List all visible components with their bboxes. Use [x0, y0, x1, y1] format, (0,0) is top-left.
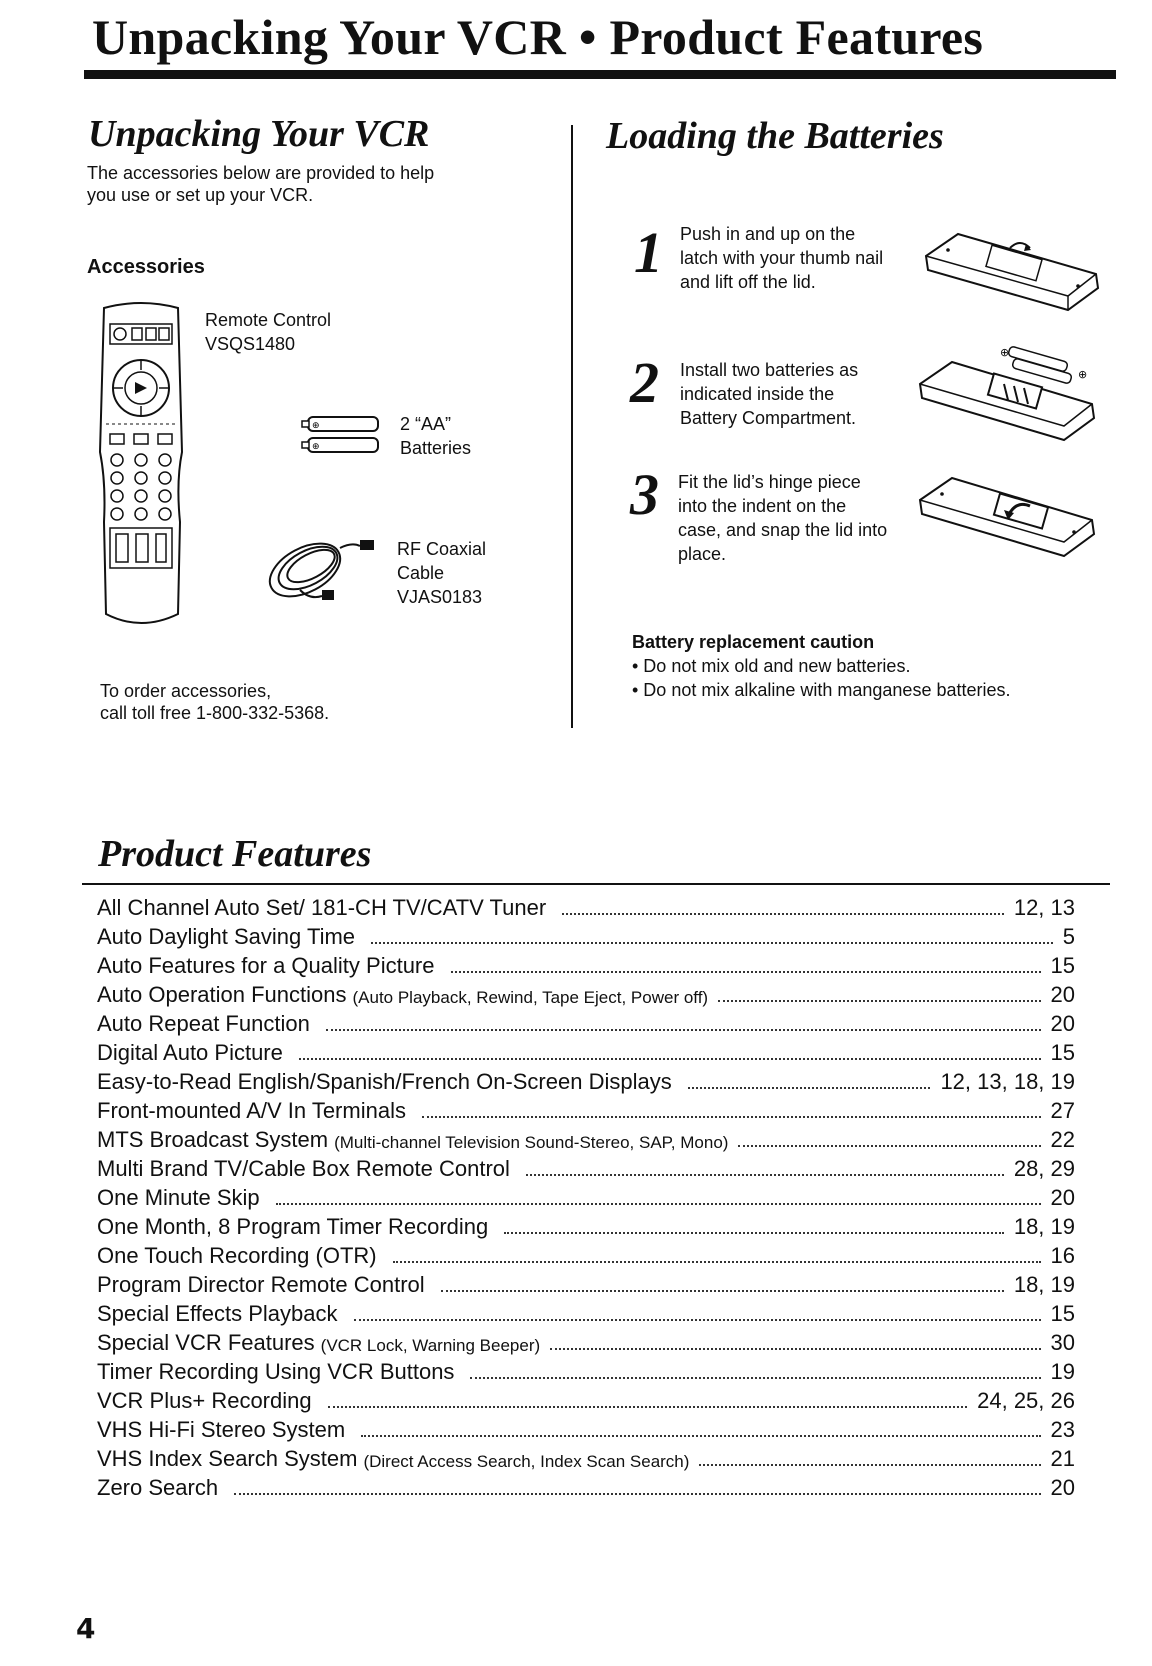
feature-name: One Minute Skip [97, 1185, 260, 1210]
feature-pages: 27 [1050, 1098, 1075, 1123]
dot-leader [504, 1232, 1004, 1234]
feature-name: Zero Search [97, 1475, 219, 1500]
dot-leader [393, 1261, 1041, 1263]
feature-pages: 28, 29 [1013, 1156, 1075, 1181]
feature-row [97, 921, 1075, 950]
unpacking-intro-line2: you use or set up your VCR. [87, 185, 314, 205]
feature-pages: 12, 13, 18, 19 [940, 1069, 1075, 1094]
dot-leader [422, 1116, 1041, 1118]
feature-pages: 16 [1050, 1243, 1075, 1268]
dot-leader [328, 1406, 968, 1408]
dot-leader [688, 1087, 931, 1089]
remote-install-batteries-illustration [912, 346, 1102, 446]
dot-leader [470, 1377, 1040, 1379]
feature-name: VCR Plus+ Recording [97, 1388, 312, 1413]
dot-leader [550, 1348, 1040, 1350]
feature-pages: 20 [1050, 1011, 1075, 1036]
feature-name: Auto Operation Functions [97, 982, 347, 1007]
feature-row [97, 1037, 1075, 1066]
svg-text:⊕: ⊕ [1000, 346, 1010, 359]
step-1-text: Push in and up on the latch with your thumb nail and lift off the lid. [680, 224, 884, 292]
feature-name: Special VCR Features [97, 1330, 315, 1355]
feature-pages: 15 [1050, 1301, 1075, 1326]
batteries-illustration [300, 414, 382, 456]
feature-pages: 18, 19 [1013, 1272, 1075, 1297]
feature-pages: 15 [1050, 1040, 1075, 1065]
feature-note: (Direct Access Search, Index Scan Search) [363, 1452, 690, 1471]
feature-name: VHS Hi-Fi Stereo System [97, 1417, 346, 1442]
remote-model: VSQS1480 [205, 334, 296, 354]
feature-pages: 15 [1050, 953, 1075, 978]
dot-leader [526, 1174, 1004, 1176]
feature-row [97, 1211, 1075, 1240]
dot-leader [234, 1493, 1040, 1495]
cable-line1: RF Coaxial [397, 539, 487, 559]
cable-line3: VJAS0183 [397, 587, 483, 607]
remote-lid-open-illustration [918, 226, 1104, 316]
feature-pages: 19 [1050, 1359, 1075, 1384]
feature-name: One Touch Recording (OTR) [97, 1243, 377, 1268]
batteries-line1: 2 “AA” [400, 414, 452, 434]
feature-row [97, 1240, 1075, 1269]
features-list [97, 892, 1075, 1501]
dot-leader [371, 942, 1053, 944]
feature-pages: 12, 13 [1013, 895, 1075, 920]
feature-row [97, 1095, 1075, 1124]
feature-name: Multi Brand TV/Cable Box Remote Control [97, 1156, 510, 1181]
dot-leader [738, 1145, 1040, 1147]
feature-pages: 23 [1050, 1417, 1075, 1442]
feature-name: All Channel Auto Set/ 181-CH TV/CATV Tuner [97, 895, 547, 920]
dot-leader [361, 1435, 1040, 1437]
dot-leader [276, 1203, 1041, 1205]
features-rule [82, 883, 1110, 885]
feature-row [97, 1414, 1075, 1443]
dot-leader [562, 913, 1004, 915]
dot-leader [354, 1319, 1041, 1321]
feature-note: (VCR Lock, Warning Beeper) [320, 1336, 541, 1355]
coaxial-cable-illustration [260, 528, 380, 608]
dot-leader [718, 1000, 1040, 1002]
title-rule [84, 70, 1116, 79]
feature-name: Program Director Remote Control [97, 1272, 425, 1297]
feature-name: Timer Recording Using VCR Buttons [97, 1359, 455, 1384]
feature-pages: 30 [1050, 1330, 1075, 1355]
feature-pages: 24, 25, 26 [977, 1388, 1075, 1413]
feature-row [97, 1443, 1075, 1472]
batteries-heading: Loading the Batteries [606, 115, 944, 157]
dot-leader [441, 1290, 1004, 1292]
feature-pages: 21 [1050, 1446, 1075, 1471]
remote-close-lid-illustration [912, 470, 1102, 560]
feature-name: Auto Daylight Saving Time [97, 924, 356, 949]
feature-pages: 20 [1050, 982, 1075, 1007]
feature-name: Auto Repeat Function [97, 1011, 310, 1036]
feature-pages: 18, 19 [1013, 1214, 1075, 1239]
feature-name: MTS Broadcast System [97, 1127, 329, 1152]
step-2-text: Install two batteries as indicated inside the Battery Compartment. [680, 360, 859, 428]
feature-row [97, 950, 1075, 979]
feature-row [97, 979, 1075, 1008]
feature-row [97, 1472, 1075, 1501]
unpacking-heading: Unpacking Your VCR [88, 113, 430, 155]
caution-item-2: • Do not mix alkaline with manganese batteries. [632, 680, 1011, 700]
step-1-number: 1 [634, 220, 663, 285]
svg-text:⊕: ⊕ [1078, 368, 1088, 381]
feature-row [97, 1298, 1075, 1327]
feature-row [97, 1385, 1075, 1414]
svg-text:⊕: ⊕ [312, 421, 320, 431]
caution-item-1: • Do not mix old and new batteries. [632, 656, 911, 676]
feature-row [97, 1066, 1075, 1095]
order-line2: call toll free 1-800-332-5368. [100, 703, 330, 723]
feature-name: Easy-to-Read English/Spanish/French On-Screen Displays [97, 1069, 672, 1094]
feature-name: One Month, 8 Program Timer Recording [97, 1214, 489, 1239]
dot-leader [299, 1058, 1041, 1060]
remote-name: Remote Control [205, 310, 332, 330]
page-title: Unpacking Your VCR • Product Features [92, 9, 984, 65]
feature-pages: 22 [1050, 1127, 1075, 1152]
feature-row [97, 1124, 1075, 1153]
feature-note: (Multi-channel Television Sound-Stereo, SAP, Mono) [334, 1133, 729, 1152]
feature-pages: 20 [1050, 1185, 1075, 1210]
page-number: 4 [76, 1612, 96, 1645]
feature-name: Digital Auto Picture [97, 1040, 283, 1065]
feature-row [97, 1182, 1075, 1211]
feature-note: (Auto Playback, Rewind, Tape Eject, Power off) [352, 988, 709, 1007]
accessories-label: Accessories [87, 256, 205, 278]
dot-leader [699, 1464, 1040, 1466]
feature-pages: 20 [1050, 1475, 1075, 1500]
step-3-number: 3 [630, 462, 659, 527]
dot-leader [326, 1029, 1041, 1031]
feature-name: Auto Features for a Quality Picture [97, 953, 435, 978]
order-line1: To order accessories, [100, 681, 272, 701]
caution-title: Battery replacement caution [632, 632, 875, 652]
feature-row [97, 892, 1075, 921]
column-divider [571, 125, 573, 728]
cable-line2: Cable [397, 563, 445, 583]
remote-control-illustration [96, 302, 186, 630]
feature-pages: 5 [1062, 924, 1075, 949]
feature-row [97, 1356, 1075, 1385]
feature-row [97, 1327, 1075, 1356]
feature-name: Front-mounted A/V In Terminals [97, 1098, 406, 1123]
unpacking-intro-line1: The accessories below are provided to help [87, 163, 435, 183]
feature-row [97, 1008, 1075, 1037]
features-heading: Product Features [98, 833, 372, 875]
step-3-text: Fit the lid’s hinge piece into the indent on the case, and snap the lid into place. [678, 472, 888, 564]
svg-text:⊕: ⊕ [312, 442, 320, 452]
feature-row [97, 1153, 1075, 1182]
dot-leader [451, 971, 1041, 973]
step-2-number: 2 [630, 350, 659, 415]
feature-name: VHS Index Search System [97, 1446, 358, 1471]
feature-name: Special Effects Playback [97, 1301, 338, 1326]
batteries-line2: Batteries [400, 438, 472, 458]
feature-row [97, 1269, 1075, 1298]
